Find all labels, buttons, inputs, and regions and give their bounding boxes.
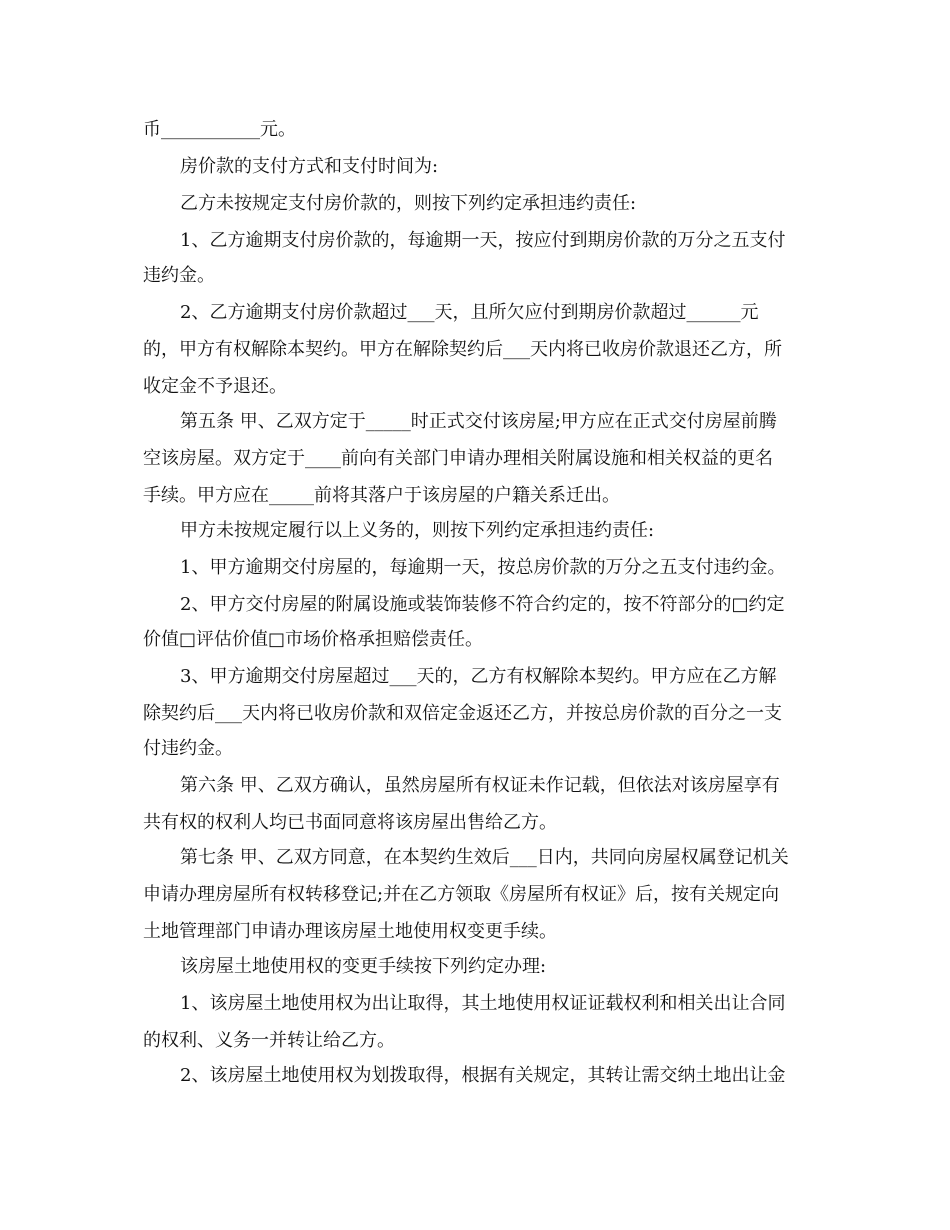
text-line-13: 1、甲方逾期交付房屋的，每逾期一天，按总房价款的万分之五支付违约金。 — [180, 557, 786, 578]
text-line-25: 1、该房屋土地使用权为出让取得，其土地使用权证证载权利和相关出让合同 — [180, 993, 786, 1014]
text-line-5: 违约金。 — [143, 265, 215, 286]
text-line-12: 甲方未按规定履行以上义务的，则按下列约定承担违约责任: — [180, 520, 655, 541]
text-line-15: 价值□评估价值□市场价格承担赔偿责任。 — [143, 629, 484, 650]
text-line-3: 乙方未按规定支付房价款的，则按下列约定承担违约责任: — [180, 193, 637, 214]
text-line-20: 共有权的权利人均已书面同意将该房屋出售给乙方。 — [143, 812, 557, 833]
text-line-2: 房价款的支付方式和支付时间为: — [180, 156, 439, 177]
text-line-4: 1、乙方逾期支付房价款的，每逾期一天，按应付到期房价款的万分之五支付 — [180, 230, 786, 251]
text-line-24: 该房屋土地使用权的变更手续按下列约定办理: — [180, 956, 547, 977]
text-line-6: 2、乙方逾期支付房价款超过___天，且所欠应付到期房价款超过______元 — [180, 302, 759, 323]
text-line-7: 的，甲方有权解除本契约。甲方在解除契约后___天内将已收房价款退还乙方，所 — [143, 339, 782, 360]
text-line-14: 2、甲方交付房屋的附属设施或装饰装修不符合约定的，按不符部分的□约定 — [180, 594, 785, 615]
text-line-19: 第六条 甲、乙双方确认，虽然房屋所有权证未作记载，但依法对该房屋享有 — [180, 775, 780, 796]
text-line-17: 除契约后___天内将已收房价款和双倍定金返还乙方，并按总房价款的百分之一支 — [143, 703, 782, 724]
text-line-9: 第五条 甲、乙双方定于_____时正式交付该房屋;甲方应在正式交付房屋前腾 — [180, 411, 777, 432]
text-line-8: 收定金不予退还。 — [143, 376, 287, 397]
text-line-16: 3、甲方逾期交付房屋超过___天的，乙方有权解除本契约。甲方应在乙方解 — [180, 666, 777, 687]
text-line-23: 土地管理部门申请办理该房屋土地使用权变更手续。 — [143, 921, 557, 942]
text-line-1: 币___________元。 — [143, 119, 296, 140]
text-line-22: 申请办理房屋所有权转移登记;并在乙方领取《房屋所有权证》后，按有关规定向 — [143, 884, 780, 905]
text-line-10: 空该房屋。双方定于____前向有关部门申请办理相关附属设施和相关权益的更名 — [143, 448, 773, 469]
text-line-21: 第七条 甲、乙双方同意，在本契约生效后___日内，共同向房屋权属登记机关 — [180, 847, 789, 868]
text-line-18: 付违约金。 — [143, 738, 233, 759]
text-line-11: 手续。甲方应在_____前将其落户于该房屋的户籍关系迁出。 — [143, 485, 620, 506]
text-line-27: 2、该房屋土地使用权为划拨取得，根据有关规定，其转让需交纳土地出让金 — [180, 1065, 786, 1086]
text-line-26: 的权利、义务一并转让给乙方。 — [143, 1030, 395, 1051]
